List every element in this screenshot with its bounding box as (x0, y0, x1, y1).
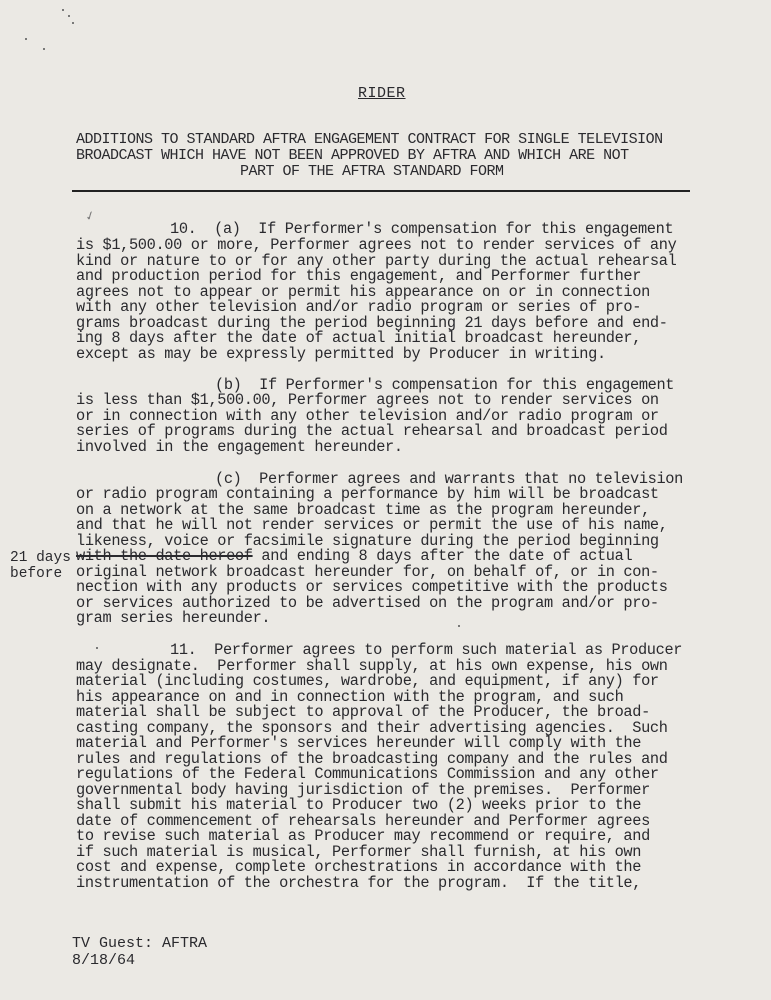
para-line: material (including costumes, wardrobe, and equipment, if any) for (76, 672, 659, 690)
para-line: or services authorized to be advertised on the program and/or pro- (76, 594, 659, 612)
para-line: shall submit his material to Producer two (2) weeks prior to the (76, 796, 642, 814)
footer-line-2: 8/18/64 (72, 952, 136, 969)
para-line: and production period for this engagement, and Performer further (76, 267, 642, 285)
para-line: or in connection with any other television and/or radio program or (76, 407, 659, 425)
para-line: if such material is musical, Performer shall furnish, at his own (76, 843, 642, 861)
para-line: nection with any products or services competitive with the products (76, 578, 668, 596)
para-line: 10. (a) If Performer's compensation for this engagement (170, 220, 674, 238)
para-line: may designate. Performer shall supply, at his own expense, his own (76, 657, 668, 675)
header-line-2: BROADCAST WHICH HAVE NOT BEEN APPROVED BY AFTRA AND WHICH ARE NOT (76, 147, 629, 164)
para-line: to revise such material as Producer may recommend or require, and (76, 827, 650, 845)
para-line: ing 8 days after the date of actual initial broadcast hereunder, (76, 329, 642, 347)
para-line: material and Performer's services hereunder will comply with the (76, 734, 642, 752)
header-divider (72, 190, 690, 192)
para-line: rules and regulations of the broadcasting company and the rules and (76, 750, 668, 768)
para-line-continuation: and ending 8 days after the date of actual (252, 547, 633, 565)
para-line: cost and expense, complete orchestrations in accordance with the (76, 858, 642, 876)
para-line: except as may be expressly permitted by Producer in writing. (76, 345, 606, 363)
para-line: date of commencement of rehearsals hereunder and Performer agrees (76, 812, 650, 830)
para-line: regulations of the Federal Communications Commission and any other (76, 765, 659, 783)
para-line: on a network at the same broadcast time as the program hereunder, (76, 501, 650, 519)
para-line: gram series hereunder. (76, 609, 271, 627)
para-line: (b) If Performer's compensation for this engagement (215, 376, 675, 394)
para-line: is less than $1,500.00, Performer agrees not to render services on (76, 391, 659, 409)
para-line: 11. Performer agrees to perform such material as Producer (170, 641, 683, 659)
para-line: governmental body having jurisdiction of the premises. Performer (76, 781, 650, 799)
para-line: kind or nature to or for any other party during the actual rehearsal (76, 252, 677, 270)
para-line: (c) Performer agrees and warrants that no television (215, 470, 683, 488)
margin-note-line-2: before (10, 566, 63, 582)
header-line-3: PART OF THE AFTRA STANDARD FORM (240, 163, 504, 180)
para-line: with any other television and/or radio program or series of pro- (76, 298, 642, 316)
para-line: material shall be subject to approval of the Producer, the broad- (76, 703, 650, 721)
para-line: involved in the engagement hereunder. (76, 438, 403, 456)
footer-line-1: TV Guest: AFTRA (72, 935, 208, 952)
struck-text: with the date hereof (76, 547, 253, 565)
para-line: instrumentation of the orchestra for the program. If the title, (76, 874, 642, 892)
para-line: and that he will not render services or permit the use of his name, (76, 516, 668, 534)
document-title: RIDER (358, 85, 406, 102)
check-mark-icon: ✓ (83, 208, 98, 226)
para-line: series of programs during the actual rehearsal and broadcast period (76, 422, 668, 440)
para-line: or radio program containing a performance by him will be broadcast (76, 485, 659, 503)
para-line: casting company, the sponsors and their advertising agencies. Such (76, 719, 668, 737)
para-line: agrees not to appear or permit his appearance on or in connection (76, 283, 650, 301)
header-line-1: ADDITIONS TO STANDARD AFTRA ENGAGEMENT CONTRACT FOR SINGLE TELEVISION (76, 131, 663, 148)
para-line: original network broadcast hereunder for, on behalf of, or in con- (76, 563, 659, 581)
margin-note-line-1: 21 days (10, 550, 71, 566)
para-line: grams broadcast during the period beginning 21 days before and end- (76, 314, 668, 332)
para-line: his appearance on and in connection with the program, and such (76, 688, 624, 706)
para-line: likeness, voice or facsimile signature during the period beginning (76, 532, 659, 550)
para-line: is $1,500.00 or more, Performer agrees not to render services of any (76, 236, 677, 254)
